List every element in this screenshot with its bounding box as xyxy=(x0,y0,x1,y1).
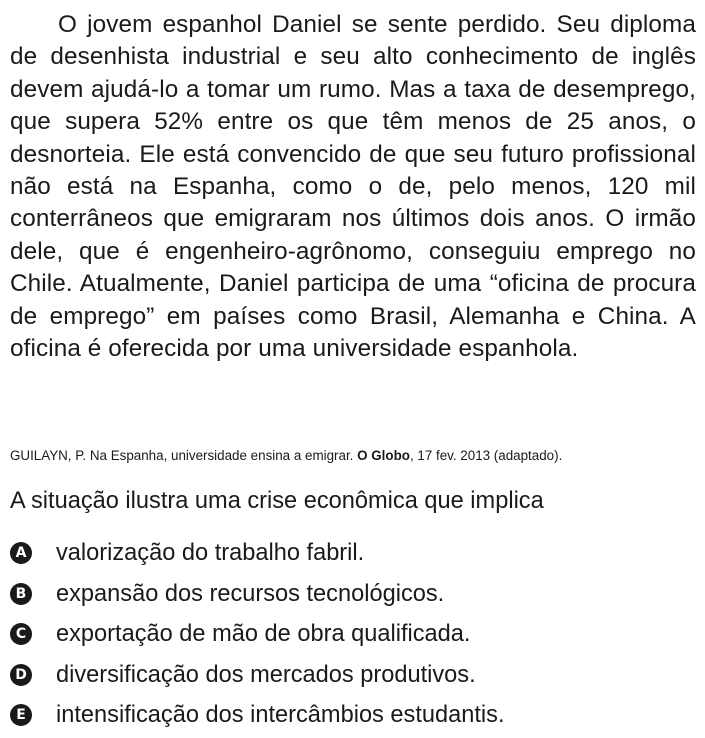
source-suffix: , 17 fev. 2013 (adaptado). xyxy=(409,448,563,463)
answer-options xyxy=(10,533,505,736)
option-b[interactable] xyxy=(10,574,505,615)
passage-text: O jovem espanhol Daniel se sente perdido. Seu diploma de desenhista industrial e seu alto conhecimento de inglês devem ajudá-lo a tomar um rumo. Mas a taxa de desemprego, que supera 52% entre os que têm menos de 25 anos, o desnorteia. Ele está convencido de que seu futuro profissional não está na Espanha, como o de, pelo menos, 120 mil conterrâneos que emigraram nos últimos dois anos. O irmão dele, que é engenheiro-agrônomo, conseguiu emprego no Chile. Atualmente, Daniel participa de uma “oficina de procura de emprego” em países como Brasil, Alemanha e China. A oficina é oferecida por uma universidade espanhola. xyxy=(10,11,696,363)
option-a-text: valorização do trabalho fabril. xyxy=(56,540,365,567)
option-b-letter-badge: B xyxy=(10,583,32,605)
source-publication: O Globo xyxy=(357,448,410,463)
option-d-letter-badge: D xyxy=(10,664,32,686)
option-d[interactable] xyxy=(10,655,505,696)
option-c-text: exportação de mão de obra qualificada. xyxy=(56,621,471,648)
option-b-text: expansão dos recursos tecnológicos. xyxy=(56,580,445,607)
option-c[interactable] xyxy=(10,614,505,655)
option-e-text: intensificação dos intercâmbios estudantis. xyxy=(56,702,505,729)
source-prefix: GUILAYN, P. Na Espanha, universidade ensina a emigrar. xyxy=(10,448,354,463)
question-stem: A situação ilustra uma crise econômica que implica xyxy=(10,488,544,514)
option-a-letter-badge: A xyxy=(10,542,32,564)
option-c-letter-badge: C xyxy=(10,623,32,645)
option-a[interactable] xyxy=(10,533,505,574)
option-e-letter-badge: E xyxy=(10,704,32,726)
option-d-text: diversificação dos mercados produtivos. xyxy=(56,661,476,688)
option-e[interactable] xyxy=(10,695,505,736)
source-citation xyxy=(10,447,700,465)
